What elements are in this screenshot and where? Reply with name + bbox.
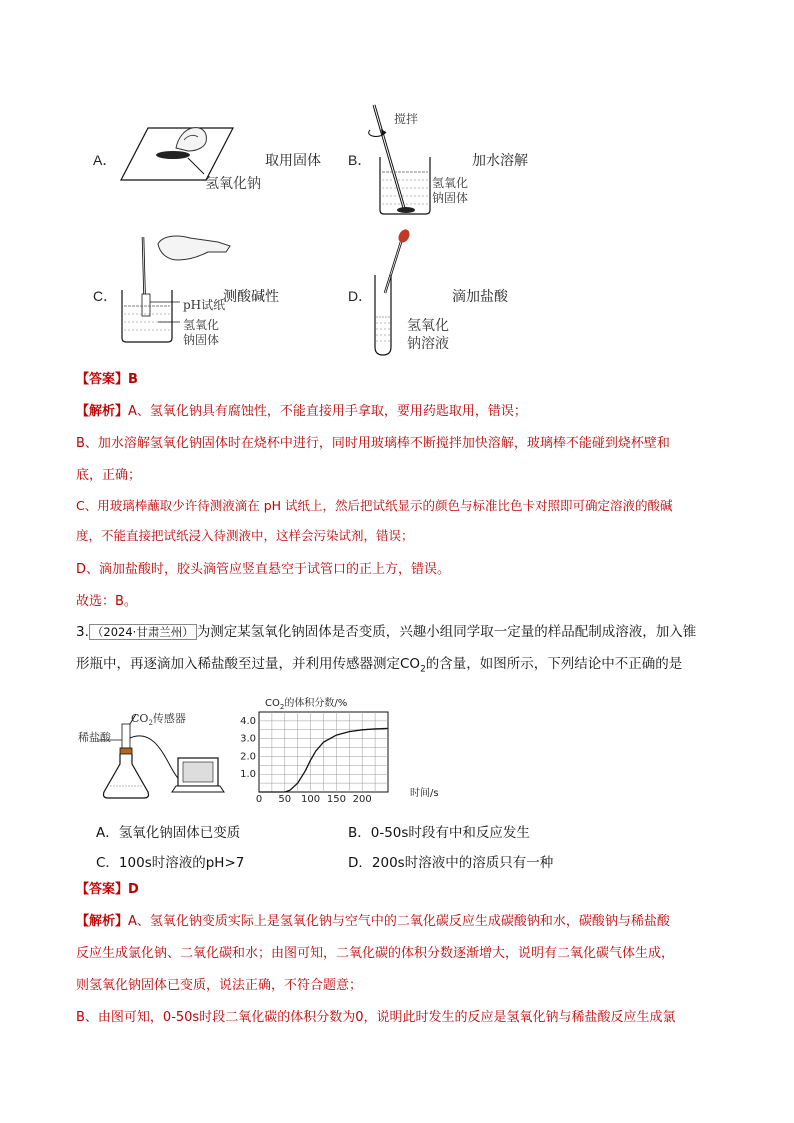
option-d-label-1: 氢氧化 bbox=[407, 318, 449, 334]
chart-xlabel: 时间/s bbox=[410, 788, 439, 799]
chart-y-tick-label: 3.0 bbox=[240, 733, 256, 745]
co2-volume-fraction-chart bbox=[232, 696, 439, 808]
question-3-text-2-sub: 2 bbox=[420, 664, 426, 675]
option-d-label-2: 钠溶液 bbox=[407, 336, 449, 352]
question-3-line-2 bbox=[76, 653, 682, 681]
question-3-text-2-pre: 形瓶中，再逐滴加入稀盐酸至过量，并利用传感器测定CO bbox=[76, 656, 421, 672]
analysis-2-tag: 【解析】 bbox=[76, 914, 129, 929]
acid-label: 稀盐酸 bbox=[78, 731, 111, 744]
analysis-1-conclusion: 故选：B。 bbox=[76, 594, 137, 609]
choice-b: B．0-50s时段有中和反应发生 bbox=[348, 825, 530, 841]
answer-2 bbox=[76, 880, 139, 900]
option-b-name: 加水溶解 bbox=[472, 153, 528, 169]
option-a-label: 氢氧化钠 bbox=[205, 176, 261, 192]
chart-y-tick-label: 2.0 bbox=[240, 751, 256, 763]
answer-1-value: B bbox=[128, 372, 138, 387]
sensor-label-sub: 2 bbox=[148, 719, 153, 728]
question-3-number: 3. bbox=[76, 624, 89, 640]
choice-d: D．200s时溶液中的溶质只有一种 bbox=[348, 855, 554, 871]
analysis-1-tag: 【解析】 bbox=[76, 404, 129, 419]
option-b-letter: B． bbox=[348, 152, 372, 168]
option-d-name: 滴加盐酸 bbox=[452, 289, 508, 305]
option-b-label-2: 钠固体 bbox=[432, 191, 469, 205]
answer-2-value: D bbox=[128, 882, 139, 897]
question-3-text-2-post: 的含量，如图所示，下列结论中不正确的是 bbox=[425, 656, 683, 672]
option-b-stir-label: 搅拌 bbox=[394, 112, 419, 126]
answer-1-tag: 【答案】 bbox=[76, 372, 129, 387]
chart-ylabel: $CO_2$的体积分数/% bbox=[265, 698, 348, 711]
chart-x-tick-label: 150 bbox=[326, 794, 346, 805]
analysis-2-line-1 bbox=[76, 912, 670, 932]
analysis-1-line-2: B、加水溶解氢氧化钠固体时在烧杯中进行，同时用玻璃棒不断搅拌加快溶解，玻璃棒不能碰到烧杯壁和 bbox=[76, 436, 670, 451]
chart-y-tick-label: 1.0 bbox=[240, 769, 256, 781]
chart-y-tick-label: 4.0 bbox=[240, 715, 256, 727]
analysis-1-line-6: D、滴加盐酸时，胶头滴管应竖直悬空于试管口的正上方，错误。 bbox=[76, 562, 451, 577]
analysis-2-line-3: 则氢氧化钠固体已变质，说法正确，不符合题意； bbox=[76, 978, 363, 993]
analysis-1-line-1 bbox=[76, 402, 527, 422]
option-c-label-2: 钠固体 bbox=[183, 333, 220, 347]
chart-x-tick-label: 0 bbox=[255, 794, 263, 805]
option-a-letter: A． bbox=[93, 152, 117, 168]
analysis-1-line-3: 底，正确； bbox=[76, 468, 142, 483]
option-d-letter: D． bbox=[348, 288, 373, 304]
sensor-label-pre: CO bbox=[131, 712, 149, 725]
chart-x-tick-label: 100 bbox=[301, 794, 321, 805]
analysis-1-line-5: 度，不能直接把试纸浸入待测液中，这样会污染试剂，错误； bbox=[76, 528, 414, 543]
option-b-label-1: 氢氧化 bbox=[432, 176, 469, 190]
question-3-text-1: 为测定某氢氧化钠固体是否变质，兴趣小组同学取一定量的样品配制成溶液，加入锥 bbox=[196, 624, 697, 640]
analysis-2-line-4: B、由图可知，0-50s时段二氧化碳的体积分数为0，说明此时发生的反应是氢氧化钠与稀盐酸反应生成氯 bbox=[76, 1010, 676, 1025]
analysis-1-text-1: A、氢氧化钠具有腐蚀性，不能直接用手拿取，要用药匙取用，错误； bbox=[128, 404, 527, 419]
answer-2-tag: 【答案】 bbox=[76, 882, 129, 897]
chart-x-tick-label: 200 bbox=[352, 794, 372, 805]
analysis-2-line-2: 反应生成氯化钠、二氧化碳和水；由图可知，二氧化碳的体积分数逐渐增大，说明有二氧化碳气体生成， bbox=[76, 946, 675, 961]
option-c-letter: C． bbox=[93, 288, 118, 304]
option-c-ph-label: pH试纸 bbox=[183, 298, 226, 312]
chart-x-tick-label: 50 bbox=[278, 794, 292, 805]
analysis-2-text-1: A、氢氧化钠变质实际上是氢氧化钠与空气中的二氧化碳反应生成碳酸钠和水，碳酸钠与稀盐酸 bbox=[128, 914, 670, 929]
choice-a: A．氢氧化钠固体已变质 bbox=[96, 825, 241, 841]
question-3-source: （2024·甘肃兰州） bbox=[89, 624, 197, 640]
option-a-name: 取用固体 bbox=[265, 153, 321, 169]
sensor-label-post: 传感器 bbox=[152, 712, 186, 725]
choice-c: C．100s时溶液的pH>7 bbox=[96, 855, 245, 871]
answer-1 bbox=[76, 370, 138, 390]
analysis-1-line-4: C、用玻璃棒蘸取少许待测液滴在 pH 试纸上，然后把试纸显示的颜色与标准比色卡对照即可确定溶液的酸碱 bbox=[76, 498, 673, 513]
question-3-line-1 bbox=[76, 621, 696, 643]
sensor-label bbox=[131, 712, 186, 730]
option-c-name: 测酸碱性 bbox=[223, 289, 279, 305]
option-c-label-1: 氢氧化 bbox=[183, 318, 220, 332]
